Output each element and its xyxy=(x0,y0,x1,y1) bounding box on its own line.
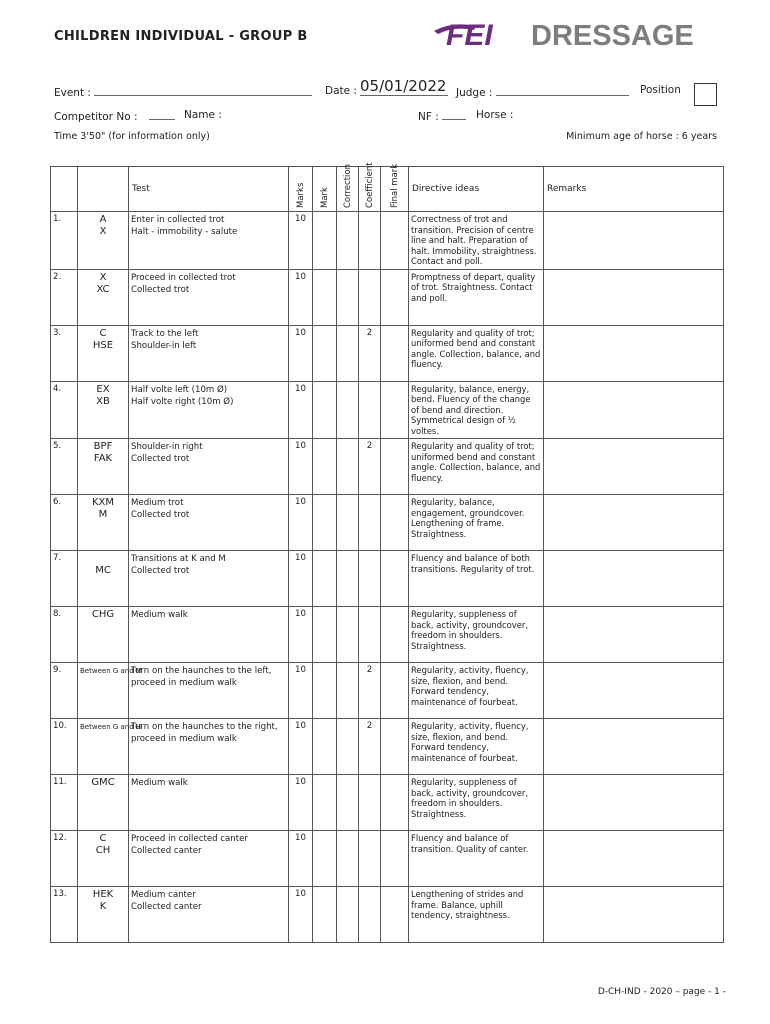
movement-test xyxy=(129,495,289,551)
correction-cell[interactable] xyxy=(337,495,359,551)
coefficient-cell xyxy=(359,495,381,551)
competitor-blank[interactable] xyxy=(149,109,175,120)
movement-number: 13. xyxy=(51,887,78,943)
coefficient-cell xyxy=(359,381,381,439)
test-line: Collected canter xyxy=(131,846,202,856)
table-row xyxy=(51,439,724,495)
form-title: CHILDREN INDIVIDUAL - GROUP B xyxy=(54,29,308,44)
remarks-cell[interactable] xyxy=(544,551,724,607)
directive-ideas: Promptness of depart, quality of trot. Straightness. Contact and poll. xyxy=(409,269,544,325)
correction-cell[interactable] xyxy=(337,325,359,381)
min-age-note: Minimum age of horse : 6 years xyxy=(566,131,717,142)
header-marks: Marks xyxy=(289,167,313,212)
letter-line: X xyxy=(99,271,107,283)
event-label: Event : xyxy=(54,87,91,99)
remarks-cell[interactable] xyxy=(544,663,724,719)
test-line: Medium walk xyxy=(131,610,188,620)
header-letters xyxy=(78,167,129,212)
test-line: Medium trot xyxy=(131,498,184,508)
letter-line: FAK xyxy=(93,453,113,464)
table-row xyxy=(51,887,724,943)
test-line: Medium walk xyxy=(131,778,188,788)
test-line: Shoulder-in right xyxy=(131,442,203,452)
movement-test xyxy=(129,269,289,325)
movement-test xyxy=(129,439,289,495)
remarks-cell[interactable] xyxy=(544,831,724,887)
movement-letters xyxy=(78,551,129,607)
movement-number: 12. xyxy=(51,831,78,887)
directive-ideas: Lengthening of strides and frame. Balance, uphill tendency, straightness. xyxy=(409,887,544,943)
judge-label: Judge : xyxy=(456,87,493,99)
letter-line: CH xyxy=(95,845,111,856)
table-row xyxy=(51,269,724,325)
final-mark-cell[interactable] xyxy=(381,439,409,495)
nf-label: NF : xyxy=(418,111,439,123)
directive-ideas: Regularity, balance, engagement, groundcover. Lengthening of frame. Straightness. xyxy=(409,495,544,551)
movement-number: 7. xyxy=(51,551,78,607)
remarks-cell[interactable] xyxy=(544,887,724,943)
letter-line: K xyxy=(99,901,107,912)
remarks-cell[interactable] xyxy=(544,381,724,439)
test-line: Halt - immobility - salute xyxy=(131,227,238,237)
judge-field[interactable] xyxy=(456,85,629,99)
letter-line: EX xyxy=(96,383,110,395)
movement-number: 11. xyxy=(51,775,78,831)
mark-cell[interactable] xyxy=(313,439,337,495)
letter-line: XC xyxy=(96,283,110,295)
letter-line: CHG xyxy=(91,609,115,620)
directive-ideas: Regularity and quality of trot; uniformed bend and constant angle. Collection, balance, and fluency. xyxy=(409,325,544,381)
logo-dressage-text: DRESSAGE xyxy=(531,20,694,52)
letter-line: XB xyxy=(96,395,110,407)
test-line: Proceed in collected canter xyxy=(131,834,248,844)
letter-line: GMC xyxy=(91,777,115,788)
movement-number: 9. xyxy=(51,663,78,719)
mark-cell[interactable] xyxy=(313,212,337,270)
correction-cell[interactable] xyxy=(337,719,359,775)
movement-test xyxy=(129,775,289,831)
correction-cell[interactable] xyxy=(337,439,359,495)
coefficient-cell: 2 xyxy=(359,439,381,495)
final-mark-cell[interactable] xyxy=(381,775,409,831)
movement-letters xyxy=(78,495,129,551)
test-line: Turn on the haunches to the right, xyxy=(131,722,278,732)
directive-ideas: Regularity, activity, fluency, size, flexion, and bend. Forward tendency, maintenance of fourbeat. xyxy=(409,719,544,775)
letter-line xyxy=(80,553,126,565)
logo-fei-text: FEI xyxy=(446,19,493,52)
movement-letters xyxy=(78,831,129,887)
mark-cell[interactable] xyxy=(313,325,337,381)
test-line: Shoulder-in left xyxy=(131,340,197,351)
remarks-cell[interactable] xyxy=(544,607,724,663)
page-footer: D-CH-IND - 2020 – page - 1 - xyxy=(597,987,726,997)
movement-letters xyxy=(78,212,129,270)
table-row xyxy=(51,775,724,831)
correction-cell[interactable] xyxy=(337,831,359,887)
name-label: Name : xyxy=(184,109,222,121)
score-table xyxy=(50,162,724,943)
judge-blank[interactable] xyxy=(496,85,629,96)
mark-cell[interactable] xyxy=(313,607,337,663)
movement-number: 4. xyxy=(51,381,78,439)
max-marks: 10 xyxy=(289,551,313,607)
movement-test xyxy=(129,663,289,719)
final-mark-cell[interactable] xyxy=(381,663,409,719)
final-mark-cell[interactable] xyxy=(381,495,409,551)
final-mark-cell[interactable] xyxy=(381,269,409,325)
test-line: Transitions at K and M xyxy=(131,554,226,564)
time-note: Time 3'50" (for information only) xyxy=(54,131,210,142)
mark-cell[interactable] xyxy=(313,719,337,775)
test-line: Collected canter xyxy=(131,902,202,912)
coefficient-cell xyxy=(359,831,381,887)
test-line: Half volte left (10m Ø) xyxy=(131,384,228,395)
movement-letters xyxy=(78,887,129,943)
test-line: Half volte right (10m Ø) xyxy=(131,396,234,407)
nf-field[interactable] xyxy=(418,109,466,123)
remarks-cell[interactable] xyxy=(544,212,724,270)
coefficient-cell xyxy=(359,269,381,325)
max-marks: 10 xyxy=(289,269,313,325)
directive-ideas: Fluency and balance of transition. Quality of canter. xyxy=(409,831,544,887)
movement-number: 10. xyxy=(51,719,78,775)
directive-ideas: Regularity, suppleness of back, activity, groundcover, freedom in shoulders. Straightness. xyxy=(409,775,544,831)
mark-cell[interactable] xyxy=(313,663,337,719)
movement-test xyxy=(129,831,289,887)
remarks-cell[interactable] xyxy=(544,439,724,495)
header-coefficient: Coefficient xyxy=(359,167,381,212)
coefficient-cell xyxy=(359,887,381,943)
max-marks: 10 xyxy=(289,663,313,719)
coefficient-cell: 2 xyxy=(359,719,381,775)
movement-test xyxy=(129,551,289,607)
movement-letters xyxy=(78,381,129,439)
nf-blank[interactable] xyxy=(442,109,466,120)
header-final-mark: Final mark xyxy=(381,167,409,212)
movement-test xyxy=(129,607,289,663)
movement-test xyxy=(129,381,289,439)
movement-letters xyxy=(78,775,129,831)
max-marks: 10 xyxy=(289,719,313,775)
movement-test xyxy=(129,325,289,381)
competitor-label: Competitor No : xyxy=(54,111,138,123)
final-mark-cell[interactable] xyxy=(381,551,409,607)
letter-line: X xyxy=(99,226,107,237)
table-row xyxy=(51,663,724,719)
max-marks: 10 xyxy=(289,831,313,887)
event-field[interactable] xyxy=(54,85,312,99)
directive-ideas: Regularity, activity, fluency, size, flexion, and bend. Forward tendency, maintenance of fourbeat. xyxy=(409,663,544,719)
max-marks: 10 xyxy=(289,495,313,551)
movement-number: 3. xyxy=(51,325,78,381)
table-row xyxy=(51,495,724,551)
movement-test xyxy=(129,719,289,775)
final-mark-cell[interactable] xyxy=(381,719,409,775)
max-marks: 10 xyxy=(289,212,313,270)
max-marks: 10 xyxy=(289,607,313,663)
movement-letters xyxy=(78,325,129,381)
date-value[interactable]: 05/01/2022 xyxy=(360,77,447,95)
test-line: Collected trot xyxy=(131,454,190,464)
date-label: Date : xyxy=(325,85,357,97)
final-mark-cell[interactable] xyxy=(381,381,409,439)
correction-cell[interactable] xyxy=(337,551,359,607)
movement-test xyxy=(129,887,289,943)
remarks-cell[interactable] xyxy=(544,495,724,551)
directive-ideas: Regularity, balance, energy, bend. Fluency of the change of bend and direction. Symmetrical design of ½ voltes. xyxy=(409,381,544,439)
correction-cell[interactable] xyxy=(337,269,359,325)
letter-line: M xyxy=(98,509,108,520)
movement-letters xyxy=(78,607,129,663)
final-mark-cell[interactable] xyxy=(381,325,409,381)
correction-cell[interactable] xyxy=(337,775,359,831)
competitor-field[interactable] xyxy=(54,109,175,123)
event-blank[interactable] xyxy=(94,85,312,96)
max-marks: 10 xyxy=(289,775,313,831)
table-row xyxy=(51,831,724,887)
letter-line: A xyxy=(99,214,107,225)
letter-line: Between G and H xyxy=(80,723,142,731)
correction-cell[interactable] xyxy=(337,663,359,719)
movement-letters xyxy=(78,719,142,775)
test-line: Collected trot xyxy=(131,510,190,520)
max-marks: 10 xyxy=(289,325,313,381)
correction-cell[interactable] xyxy=(337,381,359,439)
test-line: Medium canter xyxy=(131,890,196,900)
coefficient-cell xyxy=(359,607,381,663)
coefficient-cell: 2 xyxy=(359,325,381,381)
correction-cell[interactable] xyxy=(337,887,359,943)
directive-ideas: Regularity and quality of trot; uniformed bend and constant angle. Collection, balance, and fluency. xyxy=(409,439,544,495)
max-marks: 10 xyxy=(289,887,313,943)
table-row xyxy=(51,719,724,775)
letter-line: HSE xyxy=(92,339,114,351)
position-box[interactable] xyxy=(694,83,717,106)
remarks-cell[interactable] xyxy=(544,775,724,831)
table-row xyxy=(51,325,724,381)
mark-cell[interactable] xyxy=(313,887,337,943)
coefficient-cell xyxy=(359,551,381,607)
directive-ideas: Fluency and balance of both transitions. Regularity of trot. xyxy=(409,551,544,607)
movement-letters xyxy=(78,439,129,495)
movement-number: 5. xyxy=(51,439,78,495)
table-row xyxy=(51,607,724,663)
test-line: Proceed in collected trot xyxy=(131,272,236,283)
header-number xyxy=(51,167,78,212)
letter-line: KXM xyxy=(91,497,115,508)
table-row xyxy=(51,551,724,607)
test-line: proceed in medium walk xyxy=(131,678,237,688)
remarks-cell[interactable] xyxy=(544,719,724,775)
test-line: Track to the left xyxy=(131,328,199,339)
letter-line: BPF xyxy=(93,441,113,452)
test-line: Turn on the haunches to the left, xyxy=(131,666,272,676)
final-mark-cell[interactable] xyxy=(381,212,409,270)
header-mark: Mark xyxy=(313,167,337,212)
test-line: proceed in medium walk xyxy=(131,734,237,744)
max-marks: 10 xyxy=(289,381,313,439)
remarks-cell[interactable] xyxy=(544,325,724,381)
movement-number: 8. xyxy=(51,607,78,663)
letter-line: C xyxy=(99,833,107,844)
mark-cell[interactable] xyxy=(313,381,337,439)
mark-cell[interactable] xyxy=(313,269,337,325)
movement-number: 2. xyxy=(51,269,78,325)
coefficient-cell xyxy=(359,212,381,270)
header-directive: Directive ideas xyxy=(409,167,544,212)
position-label: Position xyxy=(640,84,681,96)
letter-line: C xyxy=(99,327,107,339)
movement-letters xyxy=(78,663,142,719)
test-line: Collected trot xyxy=(131,284,190,295)
mark-cell[interactable] xyxy=(313,831,337,887)
final-mark-cell[interactable] xyxy=(381,607,409,663)
movement-number: 6. xyxy=(51,495,78,551)
fei-logo xyxy=(432,17,737,52)
coefficient-cell xyxy=(359,775,381,831)
movement-test xyxy=(129,212,289,270)
final-mark-cell[interactable] xyxy=(381,831,409,887)
directive-ideas: Regularity, suppleness of back, activity, groundcover, freedom in shoulders. Straightness. xyxy=(409,607,544,663)
final-mark-cell[interactable] xyxy=(381,887,409,943)
movement-letters xyxy=(78,269,129,325)
test-line: Collected trot xyxy=(131,566,190,576)
coefficient-cell: 2 xyxy=(359,663,381,719)
horse-label: Horse : xyxy=(476,109,514,121)
letter-line: Between G and M xyxy=(80,667,142,675)
mark-cell[interactable] xyxy=(313,775,337,831)
remarks-cell[interactable] xyxy=(544,269,724,325)
mark-cell[interactable] xyxy=(313,495,337,551)
test-line: Enter in collected trot xyxy=(131,215,225,225)
correction-cell[interactable] xyxy=(337,607,359,663)
letter-line: HEK xyxy=(92,889,114,900)
letter-line: MC xyxy=(95,565,111,576)
table-row xyxy=(51,212,724,270)
directive-ideas: Correctness of trot and transition. Precision of centre line and halt. Preparation of halt. Immobility, straightness. Contact and poll. xyxy=(409,212,544,270)
header-remarks: Remarks xyxy=(544,167,724,212)
mark-cell[interactable] xyxy=(313,551,337,607)
header-correction: Correction xyxy=(337,167,359,212)
correction-cell[interactable] xyxy=(337,212,359,270)
max-marks: 10 xyxy=(289,439,313,495)
header-test: Test xyxy=(129,167,289,212)
movement-number: 1. xyxy=(51,212,78,270)
table-header-row xyxy=(51,167,724,212)
table-row xyxy=(51,381,724,439)
